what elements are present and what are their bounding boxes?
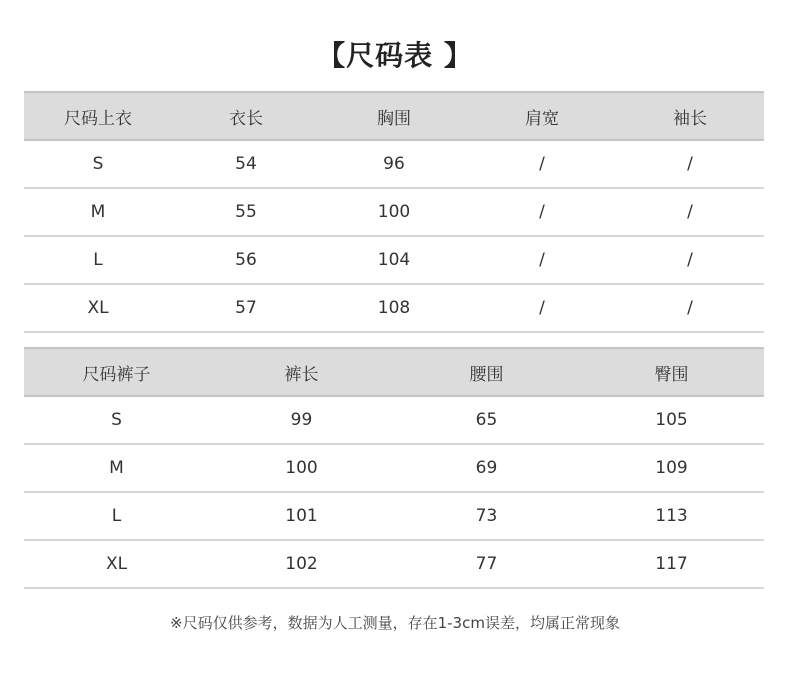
- table-cell: 96: [320, 140, 468, 188]
- table-row: [24, 188, 764, 236]
- table-cell: /: [468, 188, 616, 236]
- table-row: [24, 492, 764, 540]
- table-cell: M: [24, 188, 172, 236]
- table-cell: S: [24, 140, 172, 188]
- table-cell: S: [24, 396, 209, 444]
- table-cell: /: [468, 284, 616, 332]
- table-cell: 69: [394, 444, 579, 492]
- table-cell: 73: [394, 492, 579, 540]
- table-cell: 108: [320, 284, 468, 332]
- table-cell: 100: [320, 188, 468, 236]
- table-cell: 104: [320, 236, 468, 284]
- table-cell: XL: [24, 284, 172, 332]
- table-cell: M: [24, 444, 209, 492]
- table-cell: 100: [209, 444, 394, 492]
- page-title: 【尺码表 】: [317, 39, 473, 72]
- pants-header-length: 裤长: [209, 348, 394, 396]
- pants-header-size: 尺码裤子: [24, 348, 209, 396]
- table-cell: /: [616, 236, 764, 284]
- table-cell: 117: [579, 540, 764, 588]
- table-cell: 105: [579, 396, 764, 444]
- pants-size-table: [24, 347, 764, 589]
- table-row: [24, 140, 764, 188]
- table-cell: 109: [579, 444, 764, 492]
- table-cell: /: [468, 236, 616, 284]
- table-cell: 54: [172, 140, 320, 188]
- table-cell: 56: [172, 236, 320, 284]
- pants-header-waist: 腰围: [394, 348, 579, 396]
- table-cell: L: [24, 236, 172, 284]
- table-row: [24, 236, 764, 284]
- table-cell: 102: [209, 540, 394, 588]
- tops-header-row: [24, 92, 764, 140]
- tops-header-size: 尺码上衣: [24, 92, 172, 140]
- tops-header-shoulder: 肩宽: [468, 92, 616, 140]
- table-cell: 57: [172, 284, 320, 332]
- table-cell: 77: [394, 540, 579, 588]
- tops-header-length: 衣长: [172, 92, 320, 140]
- table-row: [24, 396, 764, 444]
- measurement-note: ※尺码仅供参考，数据为人工测量，存在1-3cm误差，均属正常现象: [170, 614, 620, 632]
- table-row: [24, 284, 764, 332]
- table-cell: 65: [394, 396, 579, 444]
- table-cell: 55: [172, 188, 320, 236]
- table-cell: 101: [209, 492, 394, 540]
- pants-header-row: [24, 348, 764, 396]
- table-cell: 99: [209, 396, 394, 444]
- tops-size-table: [24, 91, 764, 333]
- table-cell: /: [616, 140, 764, 188]
- table-row: [24, 444, 764, 492]
- table-cell: /: [468, 140, 616, 188]
- tops-header-chest: 胸围: [320, 92, 468, 140]
- table-row: [24, 540, 764, 588]
- table-cell: /: [616, 188, 764, 236]
- table-cell: XL: [24, 540, 209, 588]
- pants-header-hip: 臀围: [579, 348, 764, 396]
- table-cell: /: [616, 284, 764, 332]
- tops-header-sleeve: 袖长: [616, 92, 764, 140]
- table-cell: 113: [579, 492, 764, 540]
- table-cell: L: [24, 492, 209, 540]
